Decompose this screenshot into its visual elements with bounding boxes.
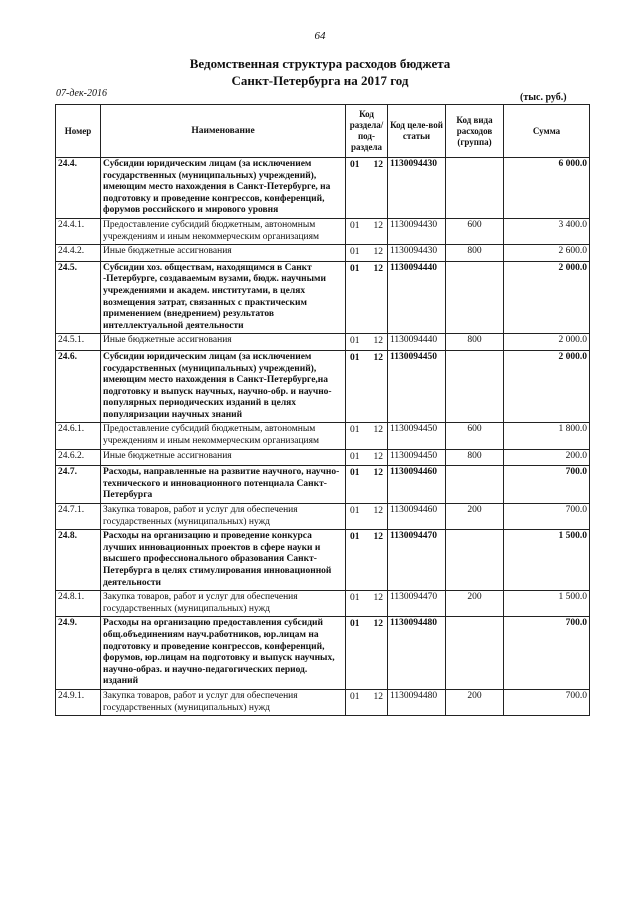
row-expense-type: 800 — [446, 245, 504, 262]
row-target-code: 1130094430 — [388, 158, 446, 219]
row-target-code: 1130094460 — [388, 504, 446, 530]
row-sum: 2 000.0 — [504, 350, 590, 423]
row-section-main: 01 — [350, 619, 360, 630]
table-row — [56, 261, 590, 334]
table-row — [56, 689, 590, 715]
row-section-sub: 12 — [373, 532, 383, 543]
row-section-sub: 12 — [373, 506, 383, 517]
table-row — [56, 466, 590, 504]
row-number: 24.9.1. — [56, 689, 101, 715]
row-expense-type — [446, 530, 504, 591]
row-number: 24.6. — [56, 350, 101, 423]
header-number: Номер — [56, 105, 101, 158]
row-number: 24.4. — [56, 158, 101, 219]
row-target-code: 1130094470 — [388, 591, 446, 617]
table-row — [56, 530, 590, 591]
row-sum: 2 000.0 — [504, 261, 590, 334]
row-section-code — [346, 261, 388, 334]
row-section-code — [346, 423, 388, 449]
row-sum: 3 400.0 — [504, 218, 590, 244]
row-name: Субсидии юридическим лицам (за исключением государственных (муниципальных) учреждений), имеющим место нахождения в Санкт-Петербурге,на подготовку и выпуск научных, научно-обр. и научно-популярных периодических изданий в целях популяризации научных знаний — [101, 350, 346, 423]
row-target-code: 1130094460 — [388, 466, 446, 504]
header-section-code: Код раздела/ под-раздела — [346, 105, 388, 158]
row-section-sub: 12 — [373, 619, 383, 630]
table-row — [56, 449, 590, 466]
row-name: Предоставление субсидий бюджетным, автономным учреждениям и иным некоммерческим организациям — [101, 423, 346, 449]
units-label: (тыс. руб.) — [520, 92, 567, 103]
row-section-code — [346, 334, 388, 351]
row-section-code — [346, 530, 388, 591]
row-number: 24.7.1. — [56, 504, 101, 530]
table-row — [56, 504, 590, 530]
row-section-code — [346, 449, 388, 466]
row-section-main: 01 — [350, 336, 360, 347]
row-name: Предоставление субсидий бюджетным, автономным учреждениям и иным некоммерческим организациям — [101, 218, 346, 244]
row-section-sub: 12 — [373, 263, 383, 274]
row-sum: 2 600.0 — [504, 245, 590, 262]
header-sum: Сумма — [504, 105, 590, 158]
row-sum: 200.0 — [504, 449, 590, 466]
row-expense-type — [446, 350, 504, 423]
row-expense-type: 200 — [446, 689, 504, 715]
row-sum: 1 800.0 — [504, 423, 590, 449]
row-target-code: 1130094450 — [388, 350, 446, 423]
row-expense-type — [446, 617, 504, 690]
row-expense-type: 800 — [446, 334, 504, 351]
row-section-sub: 12 — [373, 451, 383, 462]
row-section-main: 01 — [350, 506, 360, 517]
table-row — [56, 334, 590, 351]
row-section-main: 01 — [350, 263, 360, 274]
row-name: Субсидии юридическим лицам (за исключением государственных (муниципальных) учреждений), имеющим место нахождения в Санкт-Петербурге, на подготовку и проведение конгрессов, конференций, форумов российского и мирового уровня — [101, 158, 346, 219]
row-target-code: 1130094470 — [388, 530, 446, 591]
row-section-sub: 12 — [373, 691, 383, 702]
row-section-sub: 12 — [373, 425, 383, 436]
budget-table — [55, 104, 590, 716]
table-row — [56, 245, 590, 262]
row-number: 24.5. — [56, 261, 101, 334]
row-number: 24.4.2. — [56, 245, 101, 262]
table-row — [56, 591, 590, 617]
row-target-code: 1130094430 — [388, 245, 446, 262]
row-target-code: 1130094480 — [388, 689, 446, 715]
row-name: Иные бюджетные ассигнования — [101, 449, 346, 466]
row-sum: 1 500.0 — [504, 591, 590, 617]
row-section-main: 01 — [350, 593, 360, 604]
row-section-sub: 12 — [373, 220, 383, 231]
title-line-1: Ведомственная структура расходов бюджета — [189, 56, 451, 71]
row-sum: 700.0 — [504, 466, 590, 504]
row-name: Субсидии хоз. обществам, находящимся в Санкт -Петербурге, создаваемым вузами, бюдж. научными учреждениями и академ. институтами, в целях возмещения затрат, связанных с практическим применением (внедрением) результатов интеллектуальной деятельности — [101, 261, 346, 334]
table-row — [56, 423, 590, 449]
row-expense-type — [446, 158, 504, 219]
row-expense-type — [446, 261, 504, 334]
table-row — [56, 350, 590, 423]
row-name: Закупка товаров, работ и услуг для обеспечения государственных (муниципальных) нужд — [101, 689, 346, 715]
row-expense-type — [446, 466, 504, 504]
row-section-main: 01 — [350, 352, 360, 363]
row-sum: 2 000.0 — [504, 334, 590, 351]
row-section-main: 01 — [350, 220, 360, 231]
row-section-sub: 12 — [373, 160, 383, 170]
row-number: 24.6.1. — [56, 423, 101, 449]
row-section-sub: 12 — [373, 336, 383, 347]
row-section-code — [346, 466, 388, 504]
row-section-code — [346, 158, 388, 219]
row-number: 24.5.1. — [56, 334, 101, 351]
row-section-main: 01 — [350, 160, 360, 170]
row-target-code: 1130094450 — [388, 423, 446, 449]
page-title — [0, 55, 640, 89]
table-body — [56, 158, 590, 716]
row-number: 24.7. — [56, 466, 101, 504]
row-number: 24.6.2. — [56, 449, 101, 466]
row-section-main: 01 — [350, 425, 360, 436]
row-expense-type: 200 — [446, 591, 504, 617]
table-header-row — [56, 105, 590, 158]
row-sum: 700.0 — [504, 504, 590, 530]
title-line-2: Санкт-Петербурга на 2017 год — [231, 73, 409, 88]
row-section-code — [346, 689, 388, 715]
row-section-main: 01 — [350, 468, 360, 479]
row-target-code: 1130094450 — [388, 449, 446, 466]
header-target-code: Код целе-вой статьи — [388, 105, 446, 158]
row-section-main: 01 — [350, 691, 360, 702]
row-target-code: 1130094480 — [388, 617, 446, 690]
row-name: Расходы на организацию предоставления субсидий общ.объединениям науч.работников, юр.лицам на подготовку и проведение конгрессов, конференций, форумов, юр.лицам на подготовку и выпуск научных, научно-образ. и научно-педагогических период. изданий — [101, 617, 346, 690]
row-section-sub: 12 — [373, 352, 383, 363]
header-expense-type: Код вида расходов (группа) — [446, 105, 504, 158]
header-name: Наименование — [101, 105, 346, 158]
row-sum: 1 500.0 — [504, 530, 590, 591]
row-name: Иные бюджетные ассигнования — [101, 334, 346, 351]
row-expense-type: 600 — [446, 423, 504, 449]
row-section-main: 01 — [350, 247, 360, 258]
row-number: 24.9. — [56, 617, 101, 690]
row-target-code: 1130094440 — [388, 334, 446, 351]
row-number: 24.4.1. — [56, 218, 101, 244]
table-row — [56, 218, 590, 244]
row-section-main: 01 — [350, 532, 360, 543]
row-name: Расходы на организацию и проведение конкурса лучших инновационных проектов в сфере науки и высшего профессионального образования Санкт-Петербурга в целях стимулирования инновационной деятельности — [101, 530, 346, 591]
row-section-code — [346, 350, 388, 423]
row-name: Иные бюджетные ассигнования — [101, 245, 346, 262]
page-number: 64 — [314, 30, 326, 42]
row-expense-type: 800 — [446, 449, 504, 466]
row-target-code: 1130094440 — [388, 261, 446, 334]
row-section-sub: 12 — [373, 468, 383, 479]
row-sum: 700.0 — [504, 689, 590, 715]
row-section-code — [346, 617, 388, 690]
row-expense-type: 200 — [446, 504, 504, 530]
row-name: Закупка товаров, работ и услуг для обеспечения государственных (муниципальных) нужд — [101, 504, 346, 530]
row-name: Расходы, направленные на развитие научного, научно-технического и инновационного потенциала Санкт-Петербурга — [101, 466, 346, 504]
row-number: 24.8.1. — [56, 591, 101, 617]
row-section-code — [346, 504, 388, 530]
row-number: 24.8. — [56, 530, 101, 591]
table-row — [56, 158, 590, 219]
row-section-code — [346, 591, 388, 617]
row-sum: 700.0 — [504, 617, 590, 690]
row-section-code — [346, 245, 388, 262]
row-name: Закупка товаров, работ и услуг для обеспечения государственных (муниципальных) нужд — [101, 591, 346, 617]
row-section-code — [346, 218, 388, 244]
row-expense-type: 600 — [446, 218, 504, 244]
row-section-sub: 12 — [373, 593, 383, 604]
row-target-code: 1130094430 — [388, 218, 446, 244]
row-section-main: 01 — [350, 451, 360, 462]
document-date: 07-дек-2016 — [56, 88, 107, 99]
table-row — [56, 617, 590, 690]
row-section-sub: 12 — [373, 247, 383, 258]
row-sum: 6 000.0 — [504, 158, 590, 219]
